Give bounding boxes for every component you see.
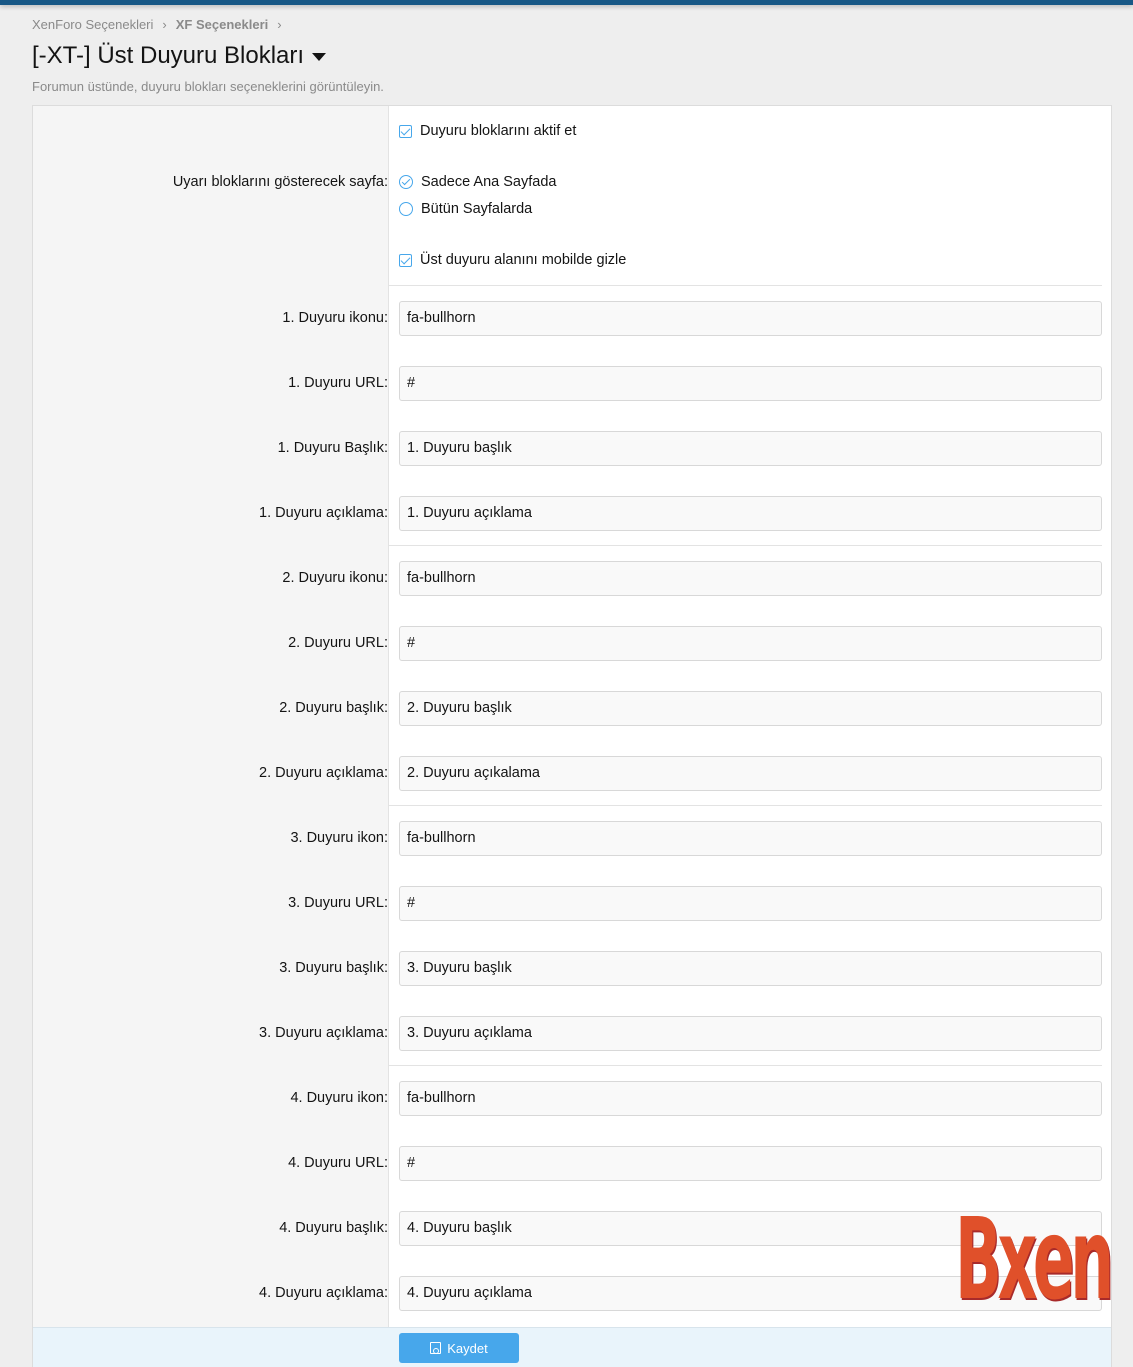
text-input[interactable]: fa-bullhorn [399,561,1102,596]
radio-label: Sadece Ana Sayfada [421,174,557,190]
field-label: 1. Duyuru açıklama: [259,505,388,521]
text-input[interactable]: 4. Duyuru başlık [399,1211,1102,1246]
section-divider [389,545,1102,546]
save-button[interactable] [399,1333,519,1363]
field-label: 3. Duyuru açıklama: [259,1025,388,1041]
field-label: 1. Duyuru Başlık: [277,440,388,456]
text-input[interactable]: fa-bullhorn [399,301,1102,336]
label-column [33,106,389,1327]
field-label: 1. Duyuru ikonu: [282,310,388,326]
field-label: 4. Duyuru açıklama: [259,1285,388,1301]
field-label: 2. Duyuru açıklama: [259,765,388,781]
field-label: 4. Duyuru URL: [288,1155,388,1171]
field-label: 4. Duyuru ikon: [290,1090,388,1106]
text-input[interactable]: fa-bullhorn [399,1081,1102,1116]
hide-mobile-checkbox[interactable] [399,252,626,268]
field-label: 1. Duyuru URL: [288,375,388,391]
text-input[interactable]: # [399,1146,1102,1181]
breadcrumb [32,17,291,32]
page-title-text: [-XT-] Üst Duyuru Blokları [32,42,305,69]
text-input[interactable]: # [399,886,1102,921]
field-label: 2. Duyuru başlık: [279,700,388,716]
radio-home-only[interactable] [399,174,556,190]
options-form [32,105,1112,1367]
text-input[interactable]: 1. Duyuru açıklama [399,496,1102,531]
checkbox-label: Üst duyuru alanını mobilde gizle [420,252,627,268]
field-label: 3. Duyuru başlık: [279,960,388,976]
text-input[interactable]: 4. Duyuru açıklama [399,1276,1102,1311]
radio-checked-icon [399,175,413,189]
chevron-right-icon: › [277,17,282,32]
text-input[interactable]: 1. Duyuru başlık [399,431,1102,466]
page-description: Forumun üstünde, duyuru blokları seçeneklerini görüntüleyin. [32,79,384,94]
caret-down-icon[interactable] [312,53,326,61]
save-icon [430,1342,441,1354]
text-input[interactable]: 2. Duyuru başlık [399,691,1102,726]
text-input[interactable]: 3. Duyuru açıklama [399,1016,1102,1051]
field-label: 3. Duyuru URL: [288,895,388,911]
text-input[interactable]: 3. Duyuru başlık [399,951,1102,986]
checkbox-icon [399,125,412,138]
form-footer [33,1327,1111,1367]
save-label: Kaydet [447,1340,488,1356]
field-label: 3. Duyuru ikon: [290,830,388,846]
breadcrumb-link[interactable]: XenForo Seçenekleri [32,17,154,32]
section-divider [389,805,1102,806]
enable-checkbox[interactable] [399,123,576,139]
field-label: 2. Duyuru ikonu: [282,570,388,586]
text-input[interactable]: # [399,366,1102,401]
chevron-right-icon: › [162,17,167,32]
field-label: 2. Duyuru URL: [288,635,388,651]
field-label: 4. Duyuru başlık: [279,1220,388,1236]
checkbox-icon [399,254,412,267]
radio-label: Bütün Sayfalarda [421,201,533,217]
breadcrumb-link[interactable]: XF Seçenekleri [175,17,269,32]
page-title[interactable] [32,42,326,70]
checkbox-label: Duyuru bloklarını aktif et [420,123,577,139]
radio-icon [399,202,413,216]
radio-all-pages[interactable] [399,201,532,217]
top-bar [0,0,1133,5]
section-divider [389,1065,1102,1066]
page-select-label: Uyarı bloklarını gösterecek sayfa: [172,174,388,190]
watermark-logo: Bxen [955,1195,1110,1325]
text-input[interactable]: # [399,626,1102,661]
text-input[interactable]: 2. Duyuru açıkalama [399,756,1102,791]
text-input[interactable]: fa-bullhorn [399,821,1102,856]
section-divider [389,285,1102,286]
